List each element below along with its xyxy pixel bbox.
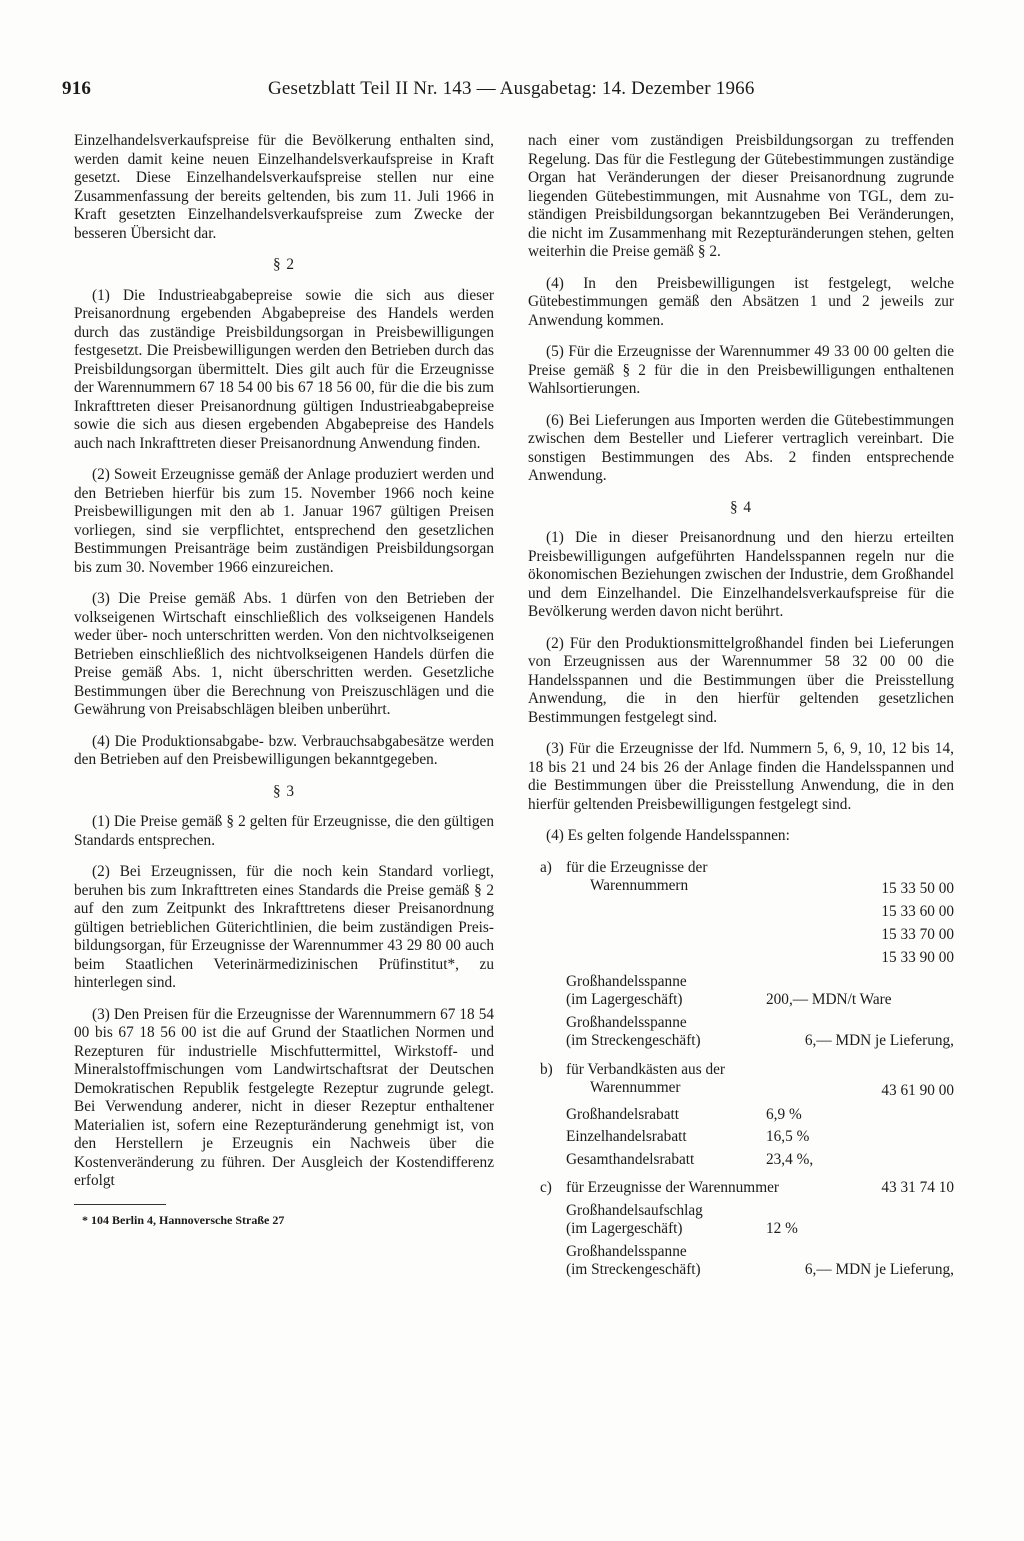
article-number: 15 33 70 00: [881, 925, 954, 943]
article-number: 15 33 60 00: [881, 902, 954, 920]
margin-label: Großhandelsspanne: [566, 1242, 687, 1260]
publication-title: Gesetzblatt Teil II Nr. 143 — Ausgabetag: 14. Dezember 1966: [268, 78, 755, 99]
margin-label: (im Streckengeschäft): [566, 1032, 701, 1049]
list-marker: a): [540, 858, 552, 876]
article-number: 15 33 90 00: [881, 948, 954, 966]
margin-label: Großhandelsrabatt: [566, 1105, 679, 1123]
list-item-a: [540, 859, 954, 969]
margin-label: Einzelhandelsrabatt: [566, 1128, 687, 1145]
margin-value: 6,9 %: [766, 1105, 802, 1123]
margin-row: [566, 973, 954, 1010]
margin-row: [566, 1202, 954, 1239]
paragraph-4-1: (1) Die in dieser Preisanordnung und den hierzu erteilten Preisbewilligungen aufgeführten Handelsspannen regeln nur die ökonomischen Beziehungen zwischen der Industrie, dem Großhandel und dem Einzelhandel. Die Einzelhandelsverkaufspreise für die Bevölkerung werden davon nicht berührt.: [528, 529, 954, 620]
margin-value: 6,— MDN je Lieferung,: [804, 1261, 954, 1278]
paragraph-4-2: (2) Für den Produktionsmittelgroßhandel finden bei Lieferungen von Erzeugnissen aus der Warennummer 58 32 00 00 die Handelsspannen und die Bestimmungen über die Preisstellung Anwendung, die in den hierfür geltenden gesetzlichen Bestimmungen festgelegt sind.: [528, 634, 954, 726]
margin-label: Großhandelsspanne: [566, 1013, 687, 1031]
paragraph-2-1: (1) Die Industrieabgabepreise sowie die sich aus dieser Preisanordnung ergebenden Abgabepreise des Handels werden durch das zuständige Preisbildungsorgan in Preisbewilligungen festgesetzt. Die Preisbewilligungen werden den Betrieben durch das Preisbildungsorgan übermittelt. Dies gilt auch für die Erzeugnisse der Warennummern 67 18 54 00 bis 67 18 56 00, für die die bis zum Inkrafttreten dieser Preisanordnung gültigen Industrieabgabepreise sowie die sich aus diesen ergebenden Abgabepreise des Handels auch nach Inkrafttreten dieser Preisanordnung Anwendung finden.: [74, 286, 494, 452]
page-number: 916: [62, 78, 92, 99]
paragraph-4-3: (3) Für die Erzeugnisse der lfd. Nummern 5, 6, 9, 10, 12 bis 14, 18 bis 21 und 24 bis 26 der Anlage finden die Handelsspannen und die Bestimmungen über die Preisstellung Anwendung, die in den hierfür geltenden Preisbewilligungen festgelegt sind.: [528, 740, 954, 813]
margin-value: 12 %: [766, 1220, 798, 1237]
section-heading-4: § 4: [729, 498, 753, 516]
margin-label: Gesamthandelsrabatt: [566, 1150, 695, 1168]
paragraph-3-2: (2) Bei Erzeugnissen, für die noch kein Standard vorliegt, beruhen bis zum Inkrafttreten eines Standards die Preise gemäß § 2 auf den zum Zeitpunkt des Inkrafttretens dieser Preisanordnung gültigen betrieblichen Güterichtlinien, die beim zuständigen Preisbildungsorgan, für Erzeugnisse der Warennummer 43 29 80 00 auch beim Staatlichen Veterinärmedizinischen Prüfinstitut*, zu hinterlegen sind.: [74, 863, 494, 991]
paragraph-3-5: (5) Für die Erzeugnisse der Warennummer 49 33 00 00 gelten die Preise gemäß § 2 für die in den Preisbewilligungen enthaltenen Wahlsortierungen.: [528, 343, 954, 397]
list-item-c: [540, 1179, 954, 1198]
list-item-label: für Verbandkästen aus der: [566, 1060, 726, 1078]
paragraph-2-3: (3) Die Preise gemäß Abs. 1 dürfen von den Betrieben der volkseigenen Wirtschaft einschließlich des volkseigenen Handels weder über- noch unterschritten werden. Von den nichtvolkseigenen Betrieben einschließlich des nichtvolkseigenen Handels dürfen die Preise gemäß Abs. 1, nicht überschritten werden. Gesetzliche Bestimmungen über die Berechnung von Preiszuschlägen und die Gewährung von Preisabschlägen bleiben unberührt.: [74, 590, 494, 718]
margin-label: (im Lagergeschäft): [566, 1220, 683, 1237]
article-number: 43 61 90 00: [881, 1081, 954, 1099]
margin-value: 16,5 %: [766, 1128, 810, 1145]
margin-label: (im Streckengeschäft): [566, 1261, 701, 1278]
article-number-list: [881, 877, 954, 969]
footnote-divider: [74, 1204, 166, 1205]
list-item-label: für die Erzeugnisse der: [566, 858, 708, 876]
section-heading-3: § 3: [272, 782, 296, 800]
list-item-label: für Erzeugnisse der Warennummer: [566, 1179, 779, 1196]
list-marker: c): [540, 1179, 552, 1196]
paragraph-4-4: (4) Es gelten folgende Handelsspannen:: [546, 827, 790, 844]
paragraph-3-3: (3) Den Preisen für die Erzeugnisse der Warennummern 67 18 54 00 bis 67 18 56 00 ist die auf Grund der Staatlichen Normen und Rezepturen für industrielle Mischfuttermittel, Wirkstoff- und Mineralstoffmischungen vom Landwirtschaftsrat der Deutschen Demokratischen Republik festgelegte Rezeptur zugrunde gelegt. Bei Verwendung anderer, nicht in dieser Rezeptur enthaltener Materialien ist, sofern eine Rezepturänderung genehmigt ist, von den Herstellern je Erzeugnis ein Nachweis über die Kostenveränderung zu führen. Der Ausgleich der Kostendifferenz erfolgt: [74, 1005, 494, 1189]
paragraph-3-4: (4) In den Preisbewilligungen ist festgelegt, welche Gütebestimmungen gemäß den Absätzen 1 und 2 jeweils zur Anwendung kommen.: [528, 274, 954, 329]
page-header: [62, 78, 962, 108]
list-item-b: [540, 1061, 954, 1102]
margin-label: (im Lagergeschäft): [566, 991, 683, 1008]
margin-value: 6,— MDN je Lieferung,: [804, 1032, 954, 1049]
intro-paragraph: Einzelhandelsverkaufspreise für die Bevölkerung enthalten sind, werden damit keine neuen Einzelhandelsverkaufspreise in Kraft gesetzt. Diese Einzelhandelsverkaufspreise stellen nur eine Zusammenfassung der bereits geltenden, bis zum 11. Juli 1966 in Kraft gesetzten Einzelhandelsverkaufspreise zum Zwecke der besseren Übersicht dar.: [74, 132, 494, 242]
margin-value: 200,— MDN/t Ware: [766, 991, 892, 1008]
margin-value: 23,4 %,: [766, 1150, 814, 1168]
left-column: [74, 132, 494, 1229]
paragraph-3-1: (1) Die Preise gemäß § 2 gelten für Erzeugnisse, die den gültigen Standards entsprechen.: [74, 813, 494, 849]
trade-margin-list: [540, 859, 954, 1280]
margin-row: [566, 1106, 954, 1125]
paragraph-3-6: (6) Bei Lieferungen aus Importen werden die Gütebestimmungen zwischen dem Besteller und Lieferer vertraglich vereinbart. Die sonstigen Bestimmungen des Abs. 2 finden entsprechende Anwendung.: [528, 411, 954, 484]
margin-row: [566, 1014, 954, 1051]
margin-label: Großhandelsspanne: [566, 972, 687, 990]
continued-paragraph: nach einer vom zuständigen Preisbildungsorgan zu treffenden Regelung. Das für die Festlegung der Gütebestimmungen zuständige Organ hat Veränderungen der dieser Preisanordnung zugrunde liegenden Gütebestimmungen, mit Ausnahme von TGL, dem zuständigen Preisbildungsorgan bekanntzugeben Bei Veränderungen, die nicht im Zusammenhang mit Rezepturänderungen stehen, gelten weiterhin die Preise gemäß § 2.: [528, 132, 954, 260]
margin-row: [566, 1128, 954, 1147]
list-marker: b): [540, 1060, 553, 1078]
paragraph-2-4: (4) Die Produktionsabgabe- bzw. Verbrauchsabgabesätze werden den Betrieben auf den Preisbewilligungen bekanntgegeben.: [74, 732, 494, 768]
footnote: * 104 Berlin 4, Hannoversche Straße 27: [82, 1212, 285, 1227]
article-number: 15 33 50 00: [881, 879, 954, 897]
margin-row: [566, 1243, 954, 1280]
list-item-label: Warennummern: [590, 877, 689, 894]
list-item-label: Warennummer: [590, 1079, 681, 1096]
right-column: [528, 132, 954, 1284]
article-number: 43 31 74 10: [881, 1179, 954, 1196]
margin-row: [566, 1151, 954, 1170]
section-heading-2: § 2: [272, 256, 296, 273]
paragraph-2-2: (2) Soweit Erzeugnisse gemäß der Anlage produziert werden und den Betrieben hierfür bis zum 15. November 1966 noch keine Preisbewilligungen mit den ab 1. Januar 1967 gültigen Preisen vorliegen, sind sie verpflichtet, entsprechend den gesetzlichen Bestimmungen Preisanträge beim zuständigen Preisbildungsorgan bis zum 30. November 1966 einzureichen.: [74, 466, 494, 576]
margin-label: Großhandelsaufschlag: [566, 1201, 703, 1219]
